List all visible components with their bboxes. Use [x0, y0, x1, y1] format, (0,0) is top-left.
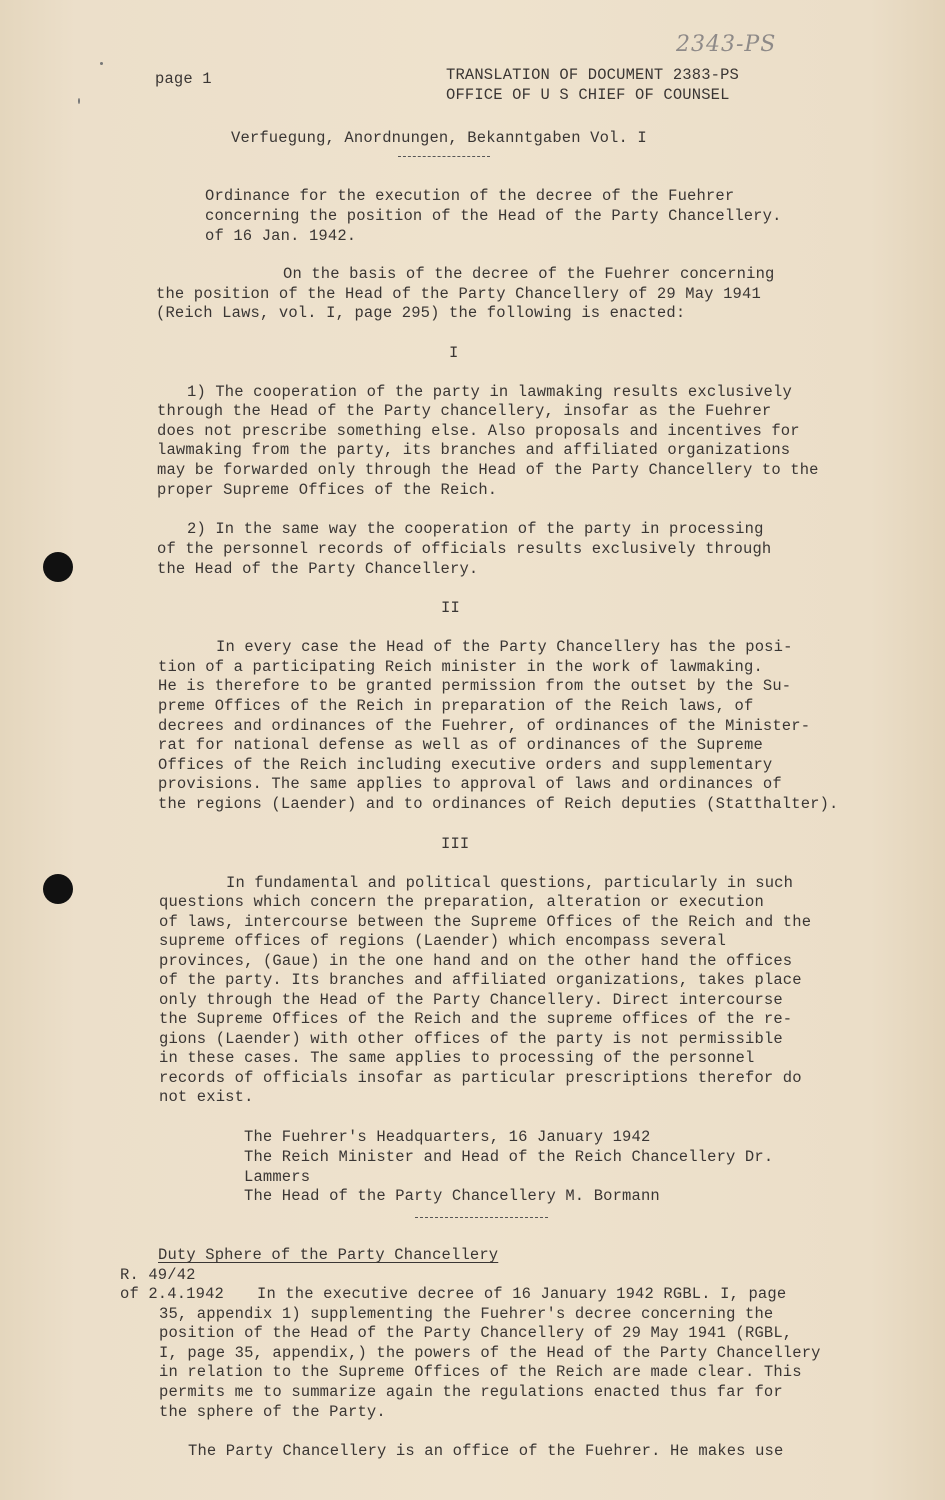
duty-line: in relation to the Supreme Offices of the Reich are made clear. This	[159, 1363, 802, 1381]
signature-line: The Fuehrer's Headquarters, 16 January 1942	[244, 1128, 651, 1146]
section-III-line: records of officials insofar as particular prescriptions therefor do	[159, 1069, 802, 1087]
section-I-para2-line: of the personnel records of officials results exclusively through	[157, 540, 772, 558]
section-II-line: He is therefore to be granted permission from the outset by the Su-	[158, 677, 792, 695]
paper-speck	[78, 98, 80, 104]
signature-line: The Reich Minister and Head of the Reich Chancellery Dr.	[244, 1148, 774, 1166]
section-heading: II	[441, 599, 460, 617]
source-title: Verfuegung, Anordnungen, Bekanntgaben Vol. I	[231, 129, 647, 147]
preamble-line: On the basis of the decree of the Fuehrer concerning	[283, 265, 775, 283]
handwritten-document-number: 2343-PS	[676, 32, 777, 57]
divider	[415, 1217, 548, 1218]
paper-speck	[100, 62, 103, 65]
section-II-line: provisions. The same applies to approval of laws and ordinances of	[158, 775, 782, 793]
duty-closing-line: The Party Chancellery is an office of the Fuehrer. He makes use	[188, 1442, 784, 1460]
section-III-line: provinces, (Gaue) in the one hand and on the other hand the offices	[159, 952, 793, 970]
section-I-para1-line: through the Head of the Party chancellery, insofar as the Fuehrer	[157, 402, 772, 420]
duty-sphere-heading: Duty Sphere of the Party Chancellery	[158, 1246, 499, 1264]
section-II-line: rat for national defense as well as of ordinances of the Supreme	[158, 736, 763, 754]
section-II-line: tion of a participating Reich minister in the work of lawmaking.	[158, 658, 763, 676]
section-III-line: of laws, intercourse between the Supreme Offices of the Reich and the	[159, 913, 812, 931]
section-heading: III	[441, 835, 470, 853]
section-heading: I	[449, 344, 459, 362]
section-III-line: only through the Head of the Party Chancellery. Direct intercourse	[159, 991, 783, 1009]
section-I-para1-line: proper Supreme Offices of the Reich.	[157, 481, 498, 499]
duty-line: the sphere of the Party.	[159, 1403, 386, 1421]
duty-line: position of the Head of the Party Chancellery of 29 May 1941 (RGBL,	[159, 1324, 793, 1342]
duty-date-prefix: of 2.4.1942	[120, 1285, 224, 1303]
section-I-para1-line: lawmaking from the party, its branches and affiliated organizations	[157, 441, 791, 459]
duty-line: permits me to summarize again the regulations enacted thus far for	[159, 1383, 783, 1401]
section-I-para1-line: 1) The cooperation of the party in lawmaking results exclusively	[187, 383, 792, 401]
section-II-line: Offices of the Reich including executive orders and supplementary	[158, 756, 773, 774]
section-I-para2-line: 2) In the same way the cooperation of the party in processing	[187, 520, 764, 538]
section-II-line: decrees and ordinances of the Fuehrer, of ordinances of the Minister-	[158, 717, 811, 735]
punch-hole-top	[43, 552, 73, 582]
section-II-line: the regions (Laender) and to ordinances of Reich deputies (Statthalter).	[158, 795, 839, 813]
preamble-line: the position of the Head of the Party Chancellery of 29 May 1941	[156, 285, 761, 303]
section-III-line: the Supreme Offices of the Reich and the supreme offices of the re-	[159, 1010, 793, 1028]
signature-line: The Head of the Party Chancellery M. Bormann	[244, 1187, 660, 1205]
page-label: page 1	[155, 70, 212, 88]
duty-line: I, page 35, appendix,) the powers of the Head of the Party Chancellery	[159, 1344, 821, 1362]
duty-reference: R. 49/42	[120, 1266, 196, 1284]
section-III-line: In fundamental and political questions, particularly in such	[226, 874, 794, 892]
divider	[398, 156, 490, 157]
section-III-line: supreme offices of regions (Laender) which encompass several	[159, 932, 727, 950]
section-III-line: questions which concern the preparation, alteration or execution	[159, 893, 764, 911]
ordinance-title-line: of 16 Jan. 1942.	[205, 227, 357, 245]
signature-line: Lammers	[244, 1168, 311, 1186]
ordinance-title-line: concerning the position of the Head of the Party Chancellery.	[205, 207, 782, 225]
punch-hole-bottom	[43, 874, 73, 904]
section-III-line: not exist.	[159, 1088, 254, 1106]
section-II-line: In every case the Head of the Party Chancellery has the posi-	[216, 638, 793, 656]
section-II-line: preme Offices of the Reich in preparation of the Reich laws, of	[158, 697, 754, 715]
translation-title: TRANSLATION OF DOCUMENT 2383-PS	[446, 66, 739, 84]
ordinance-title-line: Ordinance for the execution of the decree of the Fuehrer	[205, 187, 735, 205]
duty-line: 35, appendix 1) supplementing the Fuehrer's decree concerning the	[159, 1305, 774, 1323]
section-I-para2-line: the Head of the Party Chancellery.	[157, 560, 479, 578]
section-III-line: gions (Laender) with other offices of the party is not permissible	[159, 1030, 783, 1048]
section-III-line: of the party. Its branches and affiliated organizations, takes place	[159, 971, 802, 989]
section-I-para1-line: does not prescribe something else. Also proposals and incentives for	[157, 422, 800, 440]
office-of-counsel: OFFICE OF U S CHIEF OF COUNSEL	[446, 86, 730, 104]
section-III-line: in these cases. The same applies to processing of the personnel	[159, 1049, 755, 1067]
duty-first-line: In the executive decree of 16 January 1942 RGBL. I, page	[257, 1285, 787, 1303]
section-I-para1-line: may be forwarded only through the Head of the Party Chancellery to the	[157, 461, 819, 479]
preamble-line: (Reich Laws, vol. I, page 295) the following is enacted:	[156, 304, 686, 322]
